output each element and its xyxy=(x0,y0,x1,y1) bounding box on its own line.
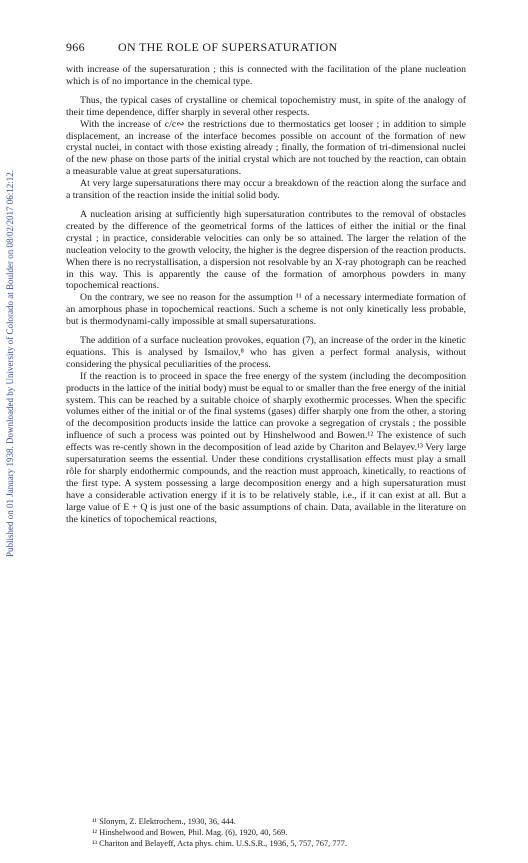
paragraph: The addition of a surface nucleation provokes, equation (7), an increase of the order in the kinetic equations. This is analysed by Ismailov,⁸ who has given a perfect formal analysis, without considering the physical peculiarities of the process. xyxy=(66,335,466,370)
paragraph: At very large supersaturations there may occur a breakdown of the reaction along the surface and a transition of the reaction inside the initial solid body. xyxy=(66,178,466,202)
footnote: ¹¹ Slonym, Z. Elektrochem., 1930, 36, 444. xyxy=(92,817,236,826)
paragraph: If the reaction is to proceed in space the free energy of the system (including the decomposition products in the lattice of the initial body) must be equal to or smaller than the free energy of the initial system. This can be reached by a suitable choice of sharply exothermic processes. When the specific volumes either of the initial or of the final systems (gases) differ sharply one from the other, a storing of the decomposition products inside the lattice can provoke a segregation of crystals ; the possible influence of such a process was pointed out by Hinshelwood and Bowen.¹² The existence of such effects was re-cently shown in the decomposition of lead azide by Chariton and Belayev.¹³ Very large supersaturation seems the essential. Under these conditions crystallisation effects must play a small rôle for sharply endothermic compounds, and the reaction must approach, kinetically, to reactions of the first type. A system possessing a large decomposition energy and a high supersaturation must have a considerable activation energy if it is to be relatively stable, i.e., if it can exist at all. But a large value of E + Q is just one of the basic assumptions of chain. Data, available in the literature on the kinetics of topochemical reactions, xyxy=(66,370,466,525)
page-number: 966 xyxy=(66,40,85,54)
paragraph: With the increase of c/c∾ the restrictions due to thermostatics get looser ; in addition to simple displacement, an increase of the interface becomes possible on account of the formation of new crystal nuclei, in contact with those existing already ; finally, the formation of tri-dimensional nuclei of the new phase on those parts of the initial crystal which are not touched by the reaction, can obtain a measurable value at great supersaturations. xyxy=(66,118,466,178)
footnotes xyxy=(92,816,472,849)
running-head: ON THE ROLE OF SUPERSATURATION xyxy=(118,40,338,54)
paragraph: On the contrary, we see no reason for the assumption ¹¹ of a necessary intermediate formation of an amorphous phase in topochemical reactions. Such a scheme is not only kinetically less probable, but is thermodynami-cally impossible at small supersaturations. xyxy=(66,292,466,328)
footnote: ¹³ Chariton and Belayeff, Acta phys. chim. U.S.S.R., 1936, 5, 757, 767, 777. xyxy=(92,839,347,848)
page-header xyxy=(66,40,466,56)
article-body xyxy=(66,64,466,526)
paragraph: Thus, the typical cases of crystalline or chemical topochemistry must, in spite of the analogy of their time dependence, differ sharply in several other respects. xyxy=(66,94,466,118)
download-notice: Published on 01 January 1938. Downloaded by University of Colorado at Boulder on 08/02/2017 06:12:12. xyxy=(5,170,15,557)
paragraph: with increase of the supersaturation ; this is connected with the facilitation of the plane nucleation which is of no importance in the chemical type. xyxy=(66,64,466,87)
footnote: ¹² Hinshelwood and Bowen, Phil. Mag. (6), 1920, 40, 569. xyxy=(92,828,288,837)
paragraph: A nucleation arising at sufficiently high supersaturation contributes to the removal of obstacles created by the difference of the geometrical forms of the lattices of either the initial or the final crystal ; in practice, considerable velocities can only be so attained. The larger the relation of the nucleation velocity to the growth velocity, the higher is the degree dispersion of the reaction products. When there is no recrystallisation, a dispersion not resolvable by an X-ray photograph can be reached in this way. This is apparently the cause of the formation of amorphous powders in many topochemical reactions. xyxy=(66,208,466,292)
